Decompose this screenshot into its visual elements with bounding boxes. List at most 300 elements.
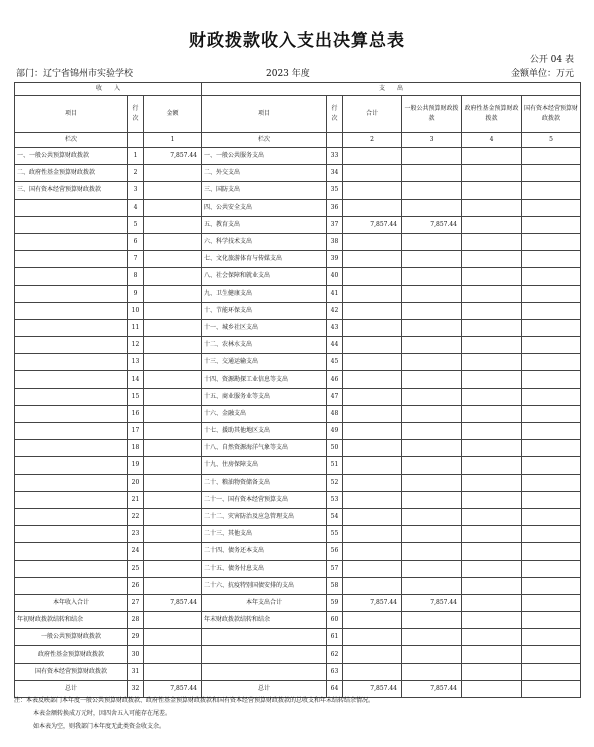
income-rowno-cell: 3 xyxy=(128,182,144,199)
state-capital-cell xyxy=(522,474,581,491)
state-capital-cell xyxy=(522,199,581,216)
income-item-cell xyxy=(15,474,128,491)
budget-table xyxy=(14,82,581,698)
total-cell xyxy=(343,646,402,663)
income-rowno-cell: 6 xyxy=(128,233,144,250)
table-row xyxy=(15,526,581,543)
income-rowno-cell: 11 xyxy=(128,319,144,336)
income-amount-cell xyxy=(144,165,202,182)
col-number-3: 3 xyxy=(402,133,462,148)
income-item-cell xyxy=(15,577,128,594)
income-rowno-cell: 25 xyxy=(128,560,144,577)
expense-item-cell: 二十六、抗疫特别国债安排的支出 xyxy=(202,577,327,594)
expense-rowno-cell: 43 xyxy=(327,319,343,336)
expense-item-cell: 二十、粮油物资储备支出 xyxy=(202,474,327,491)
expense-item-cell: 十七、援助其他地区支出 xyxy=(202,423,327,440)
expense-rowno-cell: 53 xyxy=(327,491,343,508)
gov-fund-cell xyxy=(462,612,522,629)
total-cell: 7,857.44 xyxy=(343,680,402,697)
table-row xyxy=(15,251,581,268)
state-capital-cell xyxy=(522,440,581,457)
table-row xyxy=(15,268,581,285)
income-rowno-cell: 28 xyxy=(128,612,144,629)
gov-fund-cell xyxy=(462,577,522,594)
state-capital-cell xyxy=(522,268,581,285)
income-item-cell: 一般公共预算财政拨款 xyxy=(15,629,128,646)
expense-rowno-cell: 62 xyxy=(327,646,343,663)
income-item-cell xyxy=(15,354,128,371)
gov-fund-header: 政府性基金预算财政拨款 xyxy=(462,96,522,133)
income-amount-cell xyxy=(144,457,202,474)
income-item-cell xyxy=(15,440,128,457)
table-row xyxy=(15,233,581,250)
table-row xyxy=(15,612,581,629)
income-rowno-cell: 14 xyxy=(128,371,144,388)
table-row xyxy=(15,388,581,405)
expense-rowno-cell: 56 xyxy=(327,543,343,560)
income-rowno-cell: 29 xyxy=(128,629,144,646)
general-budget-cell xyxy=(402,560,462,577)
expense-item-cell: 二十二、灾害防治及应急管理支出 xyxy=(202,508,327,525)
state-capital-header: 国有资本经营预算财政拨款 xyxy=(522,96,581,133)
total-cell xyxy=(343,233,402,250)
income-header: 收 入 xyxy=(15,83,202,96)
general-budget-cell xyxy=(402,612,462,629)
gov-fund-cell xyxy=(462,165,522,182)
total-cell xyxy=(343,182,402,199)
total-cell xyxy=(343,629,402,646)
income-item-cell xyxy=(15,337,128,354)
total-cell: 7,857.44 xyxy=(343,216,402,233)
expense-rowno-cell: 58 xyxy=(327,577,343,594)
income-amount-cell xyxy=(144,233,202,250)
income-rowno-cell: 21 xyxy=(128,491,144,508)
total-cell xyxy=(343,354,402,371)
state-capital-cell xyxy=(522,526,581,543)
expense-item-cell: 本年支出合计 xyxy=(202,594,327,611)
income-item-cell xyxy=(15,371,128,388)
state-capital-cell xyxy=(522,508,581,525)
table-row xyxy=(15,491,581,508)
income-amount-cell xyxy=(144,319,202,336)
income-amount-cell xyxy=(144,612,202,629)
expense-rowno-cell: 48 xyxy=(327,405,343,422)
income-item-cell xyxy=(15,251,128,268)
income-rowno-cell: 9 xyxy=(128,285,144,302)
total-cell xyxy=(343,388,402,405)
general-budget-cell xyxy=(402,371,462,388)
income-amount-cell xyxy=(144,337,202,354)
general-budget-cell: 7,857.44 xyxy=(402,216,462,233)
general-budget-cell xyxy=(402,148,462,165)
income-amount-header: 金额 xyxy=(144,96,202,133)
income-item-cell xyxy=(15,302,128,319)
state-capital-cell xyxy=(522,302,581,319)
expense-item-cell: 十五、商业服务业等支出 xyxy=(202,388,327,405)
general-budget-cell xyxy=(402,319,462,336)
income-item-cell: 二、政府性基金预算财政拨款 xyxy=(15,165,128,182)
gov-fund-cell xyxy=(462,508,522,525)
income-item-cell xyxy=(15,285,128,302)
table-row xyxy=(15,457,581,474)
expense-rowno-cell: 36 xyxy=(327,199,343,216)
total-cell xyxy=(343,526,402,543)
expense-item-cell: 六、科学技术支出 xyxy=(202,233,327,250)
expense-item-cell: 二、外交支出 xyxy=(202,165,327,182)
expense-item-cell: 十六、金融支出 xyxy=(202,405,327,422)
expense-rowno-cell: 46 xyxy=(327,371,343,388)
table-row xyxy=(15,474,581,491)
col-number-1: 1 xyxy=(144,133,202,148)
general-budget-cell xyxy=(402,629,462,646)
income-amount-cell xyxy=(144,405,202,422)
income-item-cell xyxy=(15,457,128,474)
total-cell xyxy=(343,302,402,319)
income-rowno-cell: 4 xyxy=(128,199,144,216)
total-cell xyxy=(343,423,402,440)
income-rowno-cell: 8 xyxy=(128,268,144,285)
income-amount-cell xyxy=(144,182,202,199)
income-item-cell xyxy=(15,491,128,508)
expense-col-label: 栏次 xyxy=(202,133,327,148)
gov-fund-cell xyxy=(462,457,522,474)
col-number-5: 5 xyxy=(522,133,581,148)
table-row xyxy=(15,577,581,594)
income-item-cell xyxy=(15,423,128,440)
general-budget-cell xyxy=(402,268,462,285)
income-item-cell: 一、一般公共预算财政拨款 xyxy=(15,148,128,165)
expense-rowno-cell: 34 xyxy=(327,165,343,182)
table-row xyxy=(15,285,581,302)
total-cell xyxy=(343,663,402,680)
general-budget-cell xyxy=(402,508,462,525)
expense-item-cell: 五、教育支出 xyxy=(202,216,327,233)
total-cell: 7,857.44 xyxy=(343,594,402,611)
gov-fund-cell xyxy=(462,285,522,302)
income-item-cell xyxy=(15,319,128,336)
total-cell xyxy=(343,268,402,285)
income-item-cell xyxy=(15,268,128,285)
table-row xyxy=(15,148,581,165)
general-budget-cell xyxy=(402,474,462,491)
table-row xyxy=(15,560,581,577)
expense-item-header: 项目 xyxy=(202,96,327,133)
expense-rowno-cell: 35 xyxy=(327,182,343,199)
expense-item-cell: 八、社会保障和就业支出 xyxy=(202,268,327,285)
state-capital-cell xyxy=(522,388,581,405)
expense-rowno-cell: 39 xyxy=(327,251,343,268)
unit-label: 金额单位：万元 xyxy=(510,69,574,79)
expense-rowno-cell: 38 xyxy=(327,233,343,250)
expense-item-cell: 十八、自然资源海洋气象等支出 xyxy=(202,440,327,457)
income-amount-cell xyxy=(144,199,202,216)
state-capital-cell xyxy=(522,457,581,474)
state-capital-cell xyxy=(522,560,581,577)
expense-item-cell: 十四、资源勘探工业信息等支出 xyxy=(202,371,327,388)
total-cell xyxy=(343,440,402,457)
table-row xyxy=(15,216,581,233)
expense-rowno-cell: 64 xyxy=(327,680,343,697)
income-amount-cell xyxy=(144,285,202,302)
state-capital-cell xyxy=(522,594,581,611)
income-rowno-cell: 16 xyxy=(128,405,144,422)
general-budget-cell xyxy=(402,577,462,594)
department-label: 部门：辽宁省锦州市实验学校 xyxy=(16,69,134,79)
state-capital-cell xyxy=(522,251,581,268)
gov-fund-cell xyxy=(462,560,522,577)
income-item-cell: 三、国有资本经营预算财政拨款 xyxy=(15,182,128,199)
gov-fund-cell xyxy=(462,233,522,250)
gov-fund-cell xyxy=(462,629,522,646)
table-row xyxy=(15,423,581,440)
gov-fund-cell xyxy=(462,182,522,199)
footnote: 本表金额转换成万元时，因四舍五入可能存在尾差。 xyxy=(33,710,172,717)
gov-fund-cell xyxy=(462,423,522,440)
state-capital-cell xyxy=(522,148,581,165)
gov-fund-cell xyxy=(462,354,522,371)
state-capital-cell xyxy=(522,491,581,508)
income-rowno-cell: 27 xyxy=(128,594,144,611)
gov-fund-cell xyxy=(462,680,522,697)
income-rowno-cell: 5 xyxy=(128,216,144,233)
gov-fund-cell xyxy=(462,148,522,165)
total-cell xyxy=(343,337,402,354)
general-budget-cell xyxy=(402,165,462,182)
expense-item-cell xyxy=(202,629,327,646)
income-rowno-cell: 22 xyxy=(128,508,144,525)
income-rowno-header: 行次 xyxy=(128,96,144,133)
gov-fund-cell xyxy=(462,199,522,216)
expense-rowno-cell: 57 xyxy=(327,560,343,577)
expense-rowno-cell: 41 xyxy=(327,285,343,302)
income-amount-cell xyxy=(144,646,202,663)
gov-fund-cell xyxy=(462,646,522,663)
expense-item-cell: 年末财政拨款结转和结余 xyxy=(202,612,327,629)
expense-item-cell: 四、公共安全支出 xyxy=(202,199,327,216)
income-item-cell xyxy=(15,405,128,422)
general-budget-cell xyxy=(402,491,462,508)
expense-item-cell xyxy=(202,646,327,663)
state-capital-cell xyxy=(522,646,581,663)
income-rowno-cell: 19 xyxy=(128,457,144,474)
total-cell xyxy=(343,148,402,165)
income-amount-cell xyxy=(144,388,202,405)
table-row xyxy=(15,543,581,560)
footnotes xyxy=(14,694,374,733)
total-cell xyxy=(343,251,402,268)
income-item-cell: 总计 xyxy=(15,680,128,697)
gov-fund-cell xyxy=(462,491,522,508)
expense-item-cell: 十二、农林水支出 xyxy=(202,337,327,354)
expense-item-cell: 二十四、债务还本支出 xyxy=(202,543,327,560)
state-capital-cell xyxy=(522,577,581,594)
income-item-cell xyxy=(15,543,128,560)
table-row xyxy=(15,646,581,663)
expense-rowno-cell: 52 xyxy=(327,474,343,491)
income-col-blank xyxy=(128,133,144,148)
total-cell xyxy=(343,319,402,336)
table-row xyxy=(15,302,581,319)
total-cell xyxy=(343,508,402,525)
state-capital-cell xyxy=(522,216,581,233)
expense-rowno-cell: 45 xyxy=(327,354,343,371)
gov-fund-cell xyxy=(462,319,522,336)
income-amount-cell xyxy=(144,302,202,319)
income-rowno-cell: 1 xyxy=(128,148,144,165)
gov-fund-cell xyxy=(462,474,522,491)
income-item-cell xyxy=(15,388,128,405)
year-label: 2023 年度 xyxy=(266,69,310,79)
general-budget-cell xyxy=(402,663,462,680)
expense-rowno-cell: 55 xyxy=(327,526,343,543)
income-amount-cell xyxy=(144,526,202,543)
expense-rowno-cell: 47 xyxy=(327,388,343,405)
total-cell xyxy=(343,577,402,594)
expense-rowno-cell: 60 xyxy=(327,612,343,629)
expense-item-cell: 九、卫生健康支出 xyxy=(202,285,327,302)
income-amount-cell xyxy=(144,216,202,233)
income-rowno-cell: 23 xyxy=(128,526,144,543)
expense-item-cell: 十一、城乡社区支出 xyxy=(202,319,327,336)
total-header: 合计 xyxy=(343,96,402,133)
income-amount-cell xyxy=(144,560,202,577)
income-item-cell xyxy=(15,508,128,525)
income-rowno-cell: 24 xyxy=(128,543,144,560)
state-capital-cell xyxy=(522,165,581,182)
state-capital-cell xyxy=(522,319,581,336)
income-item-header: 项目 xyxy=(15,96,128,133)
general-budget-cell xyxy=(402,302,462,319)
general-budget-cell: 7,857.44 xyxy=(402,594,462,611)
income-rowno-cell: 18 xyxy=(128,440,144,457)
expense-item-cell: 三、国防支出 xyxy=(202,182,327,199)
state-capital-cell xyxy=(522,405,581,422)
general-budget-cell xyxy=(402,285,462,302)
income-rowno-cell: 15 xyxy=(128,388,144,405)
general-budget-header: 一般公共预算财政拨款 xyxy=(402,96,462,133)
state-capital-cell xyxy=(522,371,581,388)
expense-rowno-cell: 50 xyxy=(327,440,343,457)
footnote: 注：本表反映部门本年度一般公共预算财政拨款、政府性基金预算财政拨款和国有资本经营预算财政拨款的总收支和年末结转结余情况。 xyxy=(14,697,375,704)
income-rowno-cell: 12 xyxy=(128,337,144,354)
expense-rowno-header: 行次 xyxy=(327,96,343,133)
state-capital-cell xyxy=(522,543,581,560)
gov-fund-cell xyxy=(462,663,522,680)
general-budget-cell xyxy=(402,646,462,663)
table-row xyxy=(15,337,581,354)
general-budget-cell xyxy=(402,457,462,474)
expense-rowno-cell: 42 xyxy=(327,302,343,319)
expense-rowno-cell: 59 xyxy=(327,594,343,611)
total-cell xyxy=(343,165,402,182)
expense-item-cell: 总计 xyxy=(202,680,327,697)
income-rowno-cell: 17 xyxy=(128,423,144,440)
income-item-cell: 年初财政拨款结转和结余 xyxy=(15,612,128,629)
income-item-cell: 本年收入合计 xyxy=(15,594,128,611)
income-rowno-cell: 32 xyxy=(128,680,144,697)
gov-fund-cell xyxy=(462,388,522,405)
gov-fund-cell xyxy=(462,440,522,457)
table-row xyxy=(15,165,581,182)
state-capital-cell xyxy=(522,663,581,680)
expense-rowno-cell: 49 xyxy=(327,423,343,440)
income-item-cell xyxy=(15,526,128,543)
income-rowno-cell: 13 xyxy=(128,354,144,371)
table-row xyxy=(15,629,581,646)
expense-header: 支 出 xyxy=(202,83,581,96)
total-cell xyxy=(343,491,402,508)
expense-item-cell: 十三、交通运输支出 xyxy=(202,354,327,371)
col-number-4: 4 xyxy=(462,133,522,148)
gov-fund-cell xyxy=(462,251,522,268)
total-cell xyxy=(343,612,402,629)
gov-fund-cell xyxy=(462,594,522,611)
total-cell xyxy=(343,371,402,388)
general-budget-cell: 7,857.44 xyxy=(402,680,462,697)
gov-fund-cell xyxy=(462,268,522,285)
general-budget-cell xyxy=(402,423,462,440)
state-capital-cell xyxy=(522,182,581,199)
general-budget-cell xyxy=(402,354,462,371)
total-cell xyxy=(343,543,402,560)
income-rowno-cell: 20 xyxy=(128,474,144,491)
expense-rowno-cell: 33 xyxy=(327,148,343,165)
gov-fund-cell xyxy=(462,216,522,233)
table-row xyxy=(15,354,581,371)
expense-item-cell: 十、节能环保支出 xyxy=(202,302,327,319)
income-rowno-cell: 31 xyxy=(128,663,144,680)
gov-fund-cell xyxy=(462,371,522,388)
income-rowno-cell: 26 xyxy=(128,577,144,594)
income-amount-cell xyxy=(144,423,202,440)
gov-fund-cell xyxy=(462,543,522,560)
income-amount-cell xyxy=(144,508,202,525)
income-item-cell xyxy=(15,199,128,216)
table-row xyxy=(15,508,581,525)
income-amount-cell xyxy=(144,251,202,268)
general-budget-cell xyxy=(402,440,462,457)
gov-fund-cell xyxy=(462,526,522,543)
income-col-label: 栏次 xyxy=(15,133,128,148)
income-amount-cell xyxy=(144,371,202,388)
income-amount-cell xyxy=(144,543,202,560)
total-cell xyxy=(343,285,402,302)
general-budget-cell xyxy=(402,543,462,560)
income-amount-cell xyxy=(144,577,202,594)
expense-item-cell: 二十三、其他支出 xyxy=(202,526,327,543)
general-budget-cell xyxy=(402,233,462,250)
income-amount-cell xyxy=(144,629,202,646)
income-item-cell xyxy=(15,216,128,233)
income-rowno-cell: 7 xyxy=(128,251,144,268)
income-amount-cell xyxy=(144,491,202,508)
expense-item-cell: 二十一、国有资本经营预算支出 xyxy=(202,491,327,508)
gov-fund-cell xyxy=(462,337,522,354)
income-item-cell: 政府性基金预算财政拨款 xyxy=(15,646,128,663)
general-budget-cell xyxy=(402,199,462,216)
income-amount-cell xyxy=(144,663,202,680)
state-capital-cell xyxy=(522,233,581,250)
expense-item-cell: 一、一般公共服务支出 xyxy=(202,148,327,165)
expense-rowno-cell: 61 xyxy=(327,629,343,646)
income-amount-cell xyxy=(144,474,202,491)
table-row xyxy=(15,182,581,199)
income-amount-cell xyxy=(144,268,202,285)
table-row xyxy=(15,319,581,336)
income-rowno-cell: 30 xyxy=(128,646,144,663)
general-budget-cell xyxy=(402,526,462,543)
general-budget-cell xyxy=(402,251,462,268)
